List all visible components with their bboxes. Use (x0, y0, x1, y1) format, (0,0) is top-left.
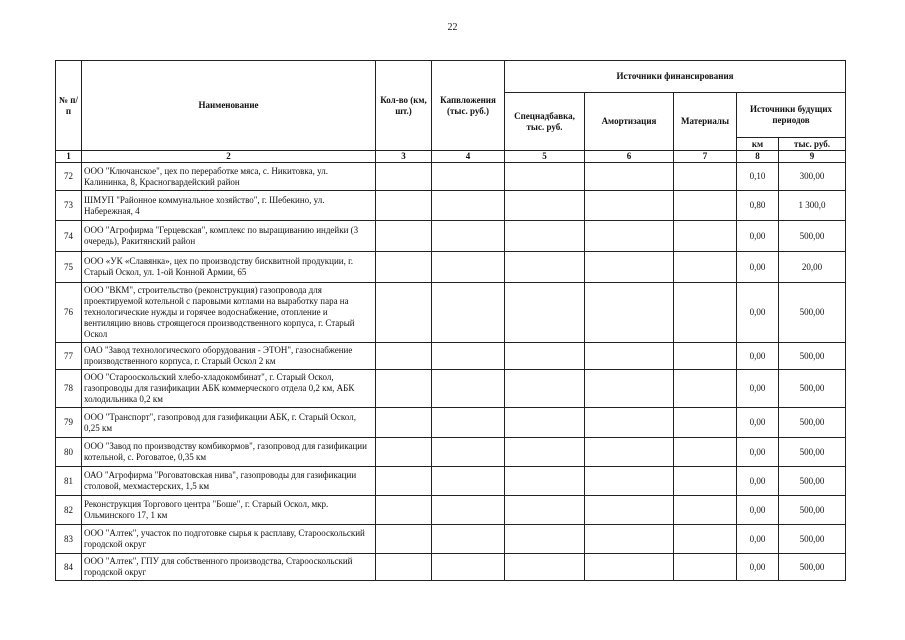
table-row (56, 467, 846, 496)
row-name: ООО "Старооскольский хлебо-хладокомбинат", г. Старый Оскол, газопроводы для газификации АБК коммерческого отдела 0,2 км, АБК холодильника 0,2 км (82, 370, 376, 408)
table-row (56, 191, 846, 221)
col-index: 9 (779, 151, 846, 163)
row-name: ООО «УК «Славянка», цех по производству бисквитной продукции, г. Старый Оскол, ул. 1-ой Конной Армии, 65 (82, 252, 376, 283)
row-km: 0,80 (737, 191, 779, 221)
row-name: ООО "Завод по производству комбикормов", газопровод для газификации котельной, с. Роговатое, 0,35 км (82, 438, 376, 467)
row-number: 84 (56, 554, 82, 581)
row-sum: 20,00 (779, 252, 846, 283)
row-sum: 500,00 (779, 343, 846, 370)
row-km: 0,00 (737, 283, 779, 343)
col-header-amort: Амортизация (585, 93, 674, 151)
col-index: 1 (56, 151, 82, 163)
row-km: 0,00 (737, 370, 779, 408)
col-header-materials: Материалы (674, 93, 737, 151)
row-number: 72 (56, 163, 82, 191)
table-row (56, 554, 846, 581)
row-km: 0,00 (737, 343, 779, 370)
col-index: 5 (505, 151, 585, 163)
row-sum: 500,00 (779, 283, 846, 343)
col-header-qty: Кол-во (км, шт.) (376, 61, 432, 151)
row-km: 0,00 (737, 252, 779, 283)
col-index: 3 (376, 151, 432, 163)
row-sum: 500,00 (779, 496, 846, 525)
row-sum: 500,00 (779, 408, 846, 438)
row-km: 0,00 (737, 525, 779, 554)
row-number: 82 (56, 496, 82, 525)
row-km: 0,00 (737, 408, 779, 438)
row-sum: 500,00 (779, 467, 846, 496)
row-km: 0,00 (737, 221, 779, 252)
col-header-num: № п/п (56, 61, 82, 151)
row-name: ООО "Транспорт", газопровод для газификации АБК, г. Старый Оскол, 0,25 км (82, 408, 376, 438)
table-row (56, 525, 846, 554)
row-sum: 300,00 (779, 163, 846, 191)
col-index: 8 (737, 151, 779, 163)
row-km: 0,00 (737, 554, 779, 581)
row-name: ООО "Алтек", участок по подготовке сырья к расплаву, Старооскольский городской округ (82, 525, 376, 554)
row-name: ШМУП "Районное коммунальное хозяйство", г. Шебекино, ул. Набережная, 4 (82, 191, 376, 221)
col-index: 6 (585, 151, 674, 163)
row-km: 0,10 (737, 163, 779, 191)
financing-table (55, 60, 846, 581)
col-index: 7 (674, 151, 737, 163)
row-number: 78 (56, 370, 82, 408)
col-index: 2 (82, 151, 376, 163)
col-header-future: Источники будущих периодов (737, 93, 846, 138)
row-number: 76 (56, 283, 82, 343)
table-row (56, 163, 846, 191)
col-header-capital: Капвложения (тыс. руб.) (432, 61, 505, 151)
table-row (56, 221, 846, 252)
table-row (56, 496, 846, 525)
table-row (56, 370, 846, 408)
row-name: ООО "ВКМ", строительство (реконструкция) газопровода для проектируемой котельной с паровыми котлами на выработку пара на технологические нужды и горячее водоснабжение, отопление и вентиляцию вновь строящегося производственного корпуса, г. Старый Оскол (82, 283, 376, 343)
row-number: 83 (56, 525, 82, 554)
row-number: 74 (56, 221, 82, 252)
row-sum: 1 300,0 (779, 191, 846, 221)
col-header-name: Наименование (82, 61, 376, 151)
col-header-thousand: тыс. руб. (779, 138, 846, 151)
row-name: ООО "Агрофирма "Герцевская", комплекс по выращиванию индейки (3 очередь), Ракитянский район (82, 221, 376, 252)
row-name: ООО "Ключанское", цех по переработке мяса, с. Никитовка, ул. Калининка, 8, Красногвардейский район (82, 163, 376, 191)
row-sum: 500,00 (779, 221, 846, 252)
row-sum: 500,00 (779, 370, 846, 408)
page-number: 22 (447, 22, 458, 33)
table-row (56, 343, 846, 370)
row-number: 80 (56, 438, 82, 467)
row-name: Реконструкция Торгового центра "Боше", г. Старый Оскол, мкр. Ольминского 17, 1 км (82, 496, 376, 525)
row-sum: 500,00 (779, 438, 846, 467)
row-sum: 500,00 (779, 554, 846, 581)
row-number: 77 (56, 343, 82, 370)
row-km: 0,00 (737, 438, 779, 467)
col-header-km: км (737, 138, 779, 151)
row-number: 75 (56, 252, 82, 283)
col-header-special: Спецнадбавка, тыс. руб. (505, 93, 585, 151)
row-sum: 500,00 (779, 525, 846, 554)
row-number: 73 (56, 191, 82, 221)
col-index: 4 (432, 151, 505, 163)
row-name: ОАО "Агрофирма "Роговатовская нива", газопроводы для газификации столовой, мехмастерских, 1,5 км (82, 467, 376, 496)
row-name: ОАО "Завод технологического оборудования - ЭТОН", газоснабжение производственного корпуса, г. Старый Оскол 2 км (82, 343, 376, 370)
table-row (56, 283, 846, 343)
table-row (56, 252, 846, 283)
row-km: 0,00 (737, 496, 779, 525)
row-km: 0,00 (737, 467, 779, 496)
column-index-row (56, 151, 846, 163)
table-row (56, 438, 846, 467)
col-header-financing: Источники финансирования (505, 61, 846, 93)
row-number: 81 (56, 467, 82, 496)
row-name: ООО "Алтек", ГПУ для собственного производства, Старооскольский городской округ (82, 554, 376, 581)
table-row (56, 408, 846, 438)
row-number: 79 (56, 408, 82, 438)
